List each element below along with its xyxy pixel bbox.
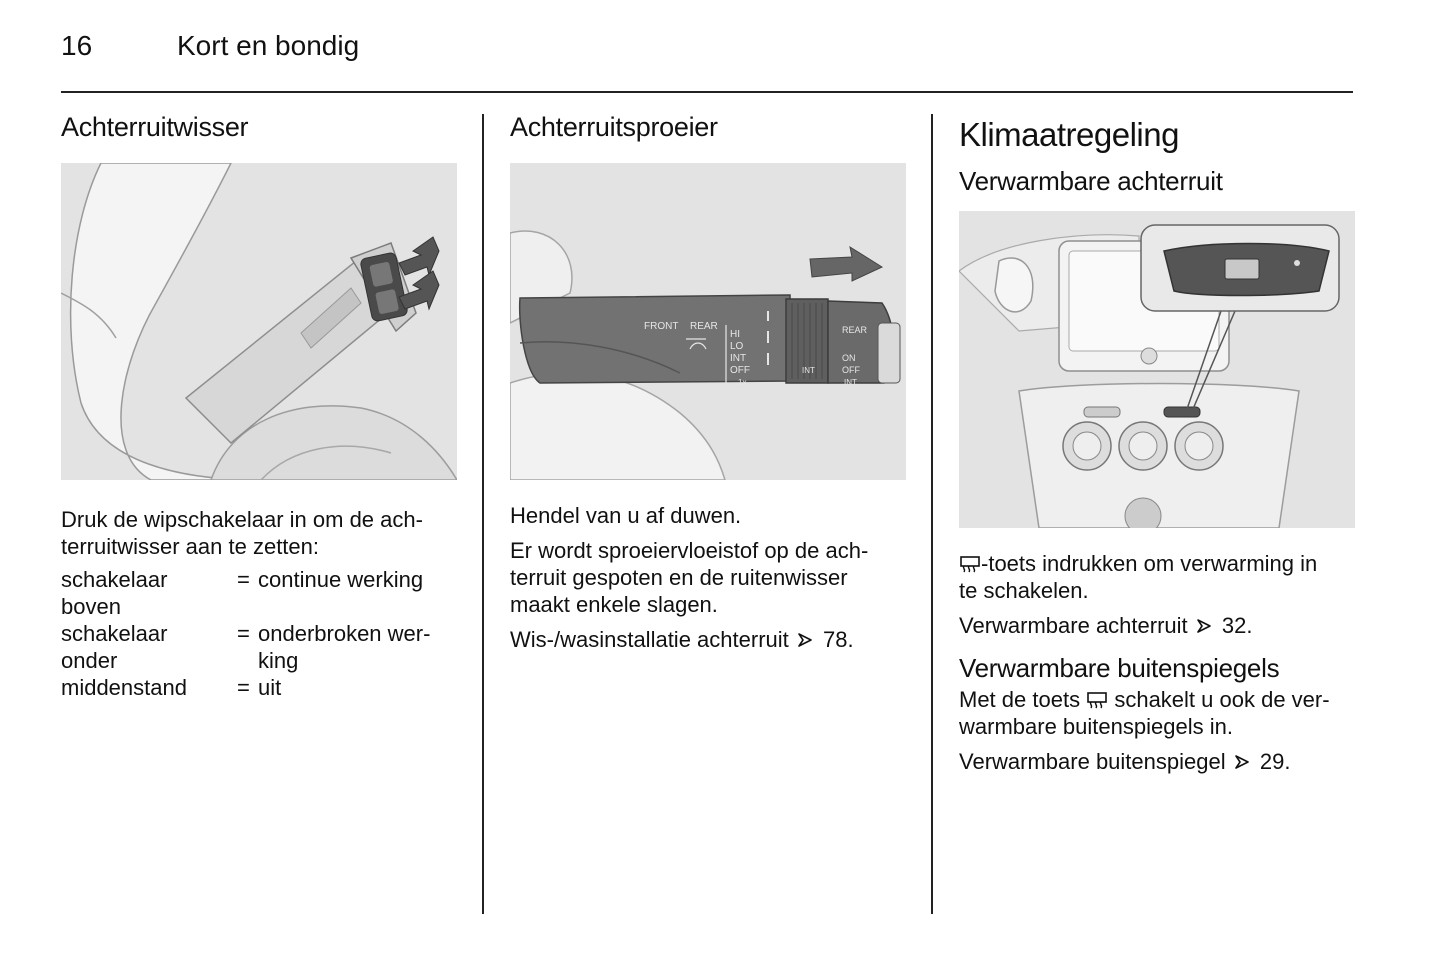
page-number: 16 (61, 30, 93, 61)
page-reference-arrow-icon (795, 631, 817, 649)
column-rear-wiper (61, 112, 457, 701)
rear-wiper-heading: Achterruitwisser (61, 112, 249, 142)
wiper-switch-states-table (61, 566, 430, 701)
rear-wiper-switch-illustration (61, 163, 457, 480)
climate-control-title: Klimaatregeling (959, 116, 1179, 153)
stalk-label-off: OFF (730, 365, 750, 376)
page-reference-arrow-icon (1232, 753, 1254, 771)
heated-mirrors-reference: Verwarmbare buitenspiegel 29. (959, 749, 1291, 774)
heated-rear-window-reference: Verwarmbare achterruit 32. (959, 613, 1253, 638)
page-section-title: Kort en bondig (177, 30, 360, 61)
column-climate-control (959, 112, 1355, 775)
heated-mirrors-description: Met de toets schakelt u ook de ver- warmbare buitenspiegels in. (959, 687, 1330, 739)
rear-window-heating-icon (1086, 691, 1108, 709)
column-divider-1 (482, 114, 484, 914)
column-divider-2 (931, 114, 933, 914)
stalk-label-front: FRONT (644, 321, 679, 332)
stalk-label-rear: REAR (690, 321, 718, 332)
rear-washer-reference: Wis-/wasinstallatie achterruit 78. (510, 627, 854, 652)
wiper-stalk-illustration (510, 163, 906, 480)
rear-washer-heading: Achterruitsproeier (510, 112, 718, 142)
stalk-label-once: 1x (738, 378, 747, 387)
page-reference-arrow-icon (1194, 617, 1216, 635)
ring-label-on: ON (842, 353, 856, 363)
rear-window-heating-icon (959, 555, 981, 573)
table-row: schakelaar onder = onderbroken wer- king (61, 621, 431, 673)
column-rear-washer (510, 112, 906, 653)
stalk-label-lo: LO (730, 341, 744, 352)
stalk-label-int: INT (730, 353, 747, 364)
rear-wiper-intro: Druk de wipschakelaar in om de ach- terruitwisser aan te zetten: (61, 507, 423, 559)
ring-label-off: OFF (842, 365, 860, 375)
table-row: middenstand = uit (61, 675, 282, 700)
center-console-illustration (959, 211, 1355, 528)
heated-rear-window-heading: Verwarmbare achterruit (959, 166, 1223, 196)
rear-washer-description: Er wordt sproeiervloeistof op de ach- terruit gespoten en de ruitenwisser maakt enkele slagen. (510, 538, 869, 617)
header-rule (61, 91, 1353, 93)
ring-label-rear: REAR (842, 325, 868, 335)
ring-label-int: INT (802, 366, 815, 375)
stalk-label-hi: HI (730, 329, 740, 340)
ring-label-int2: INT (844, 378, 857, 387)
heated-rear-window-instruction: -toets indrukken om verwarming in te schakelen. (959, 551, 1318, 603)
table-row: schakelaar boven = continue werking (61, 567, 424, 619)
rear-washer-instruction: Hendel van u af duwen. (510, 503, 742, 528)
heated-mirrors-heading: Verwarmbare buitenspiegels (959, 653, 1280, 683)
